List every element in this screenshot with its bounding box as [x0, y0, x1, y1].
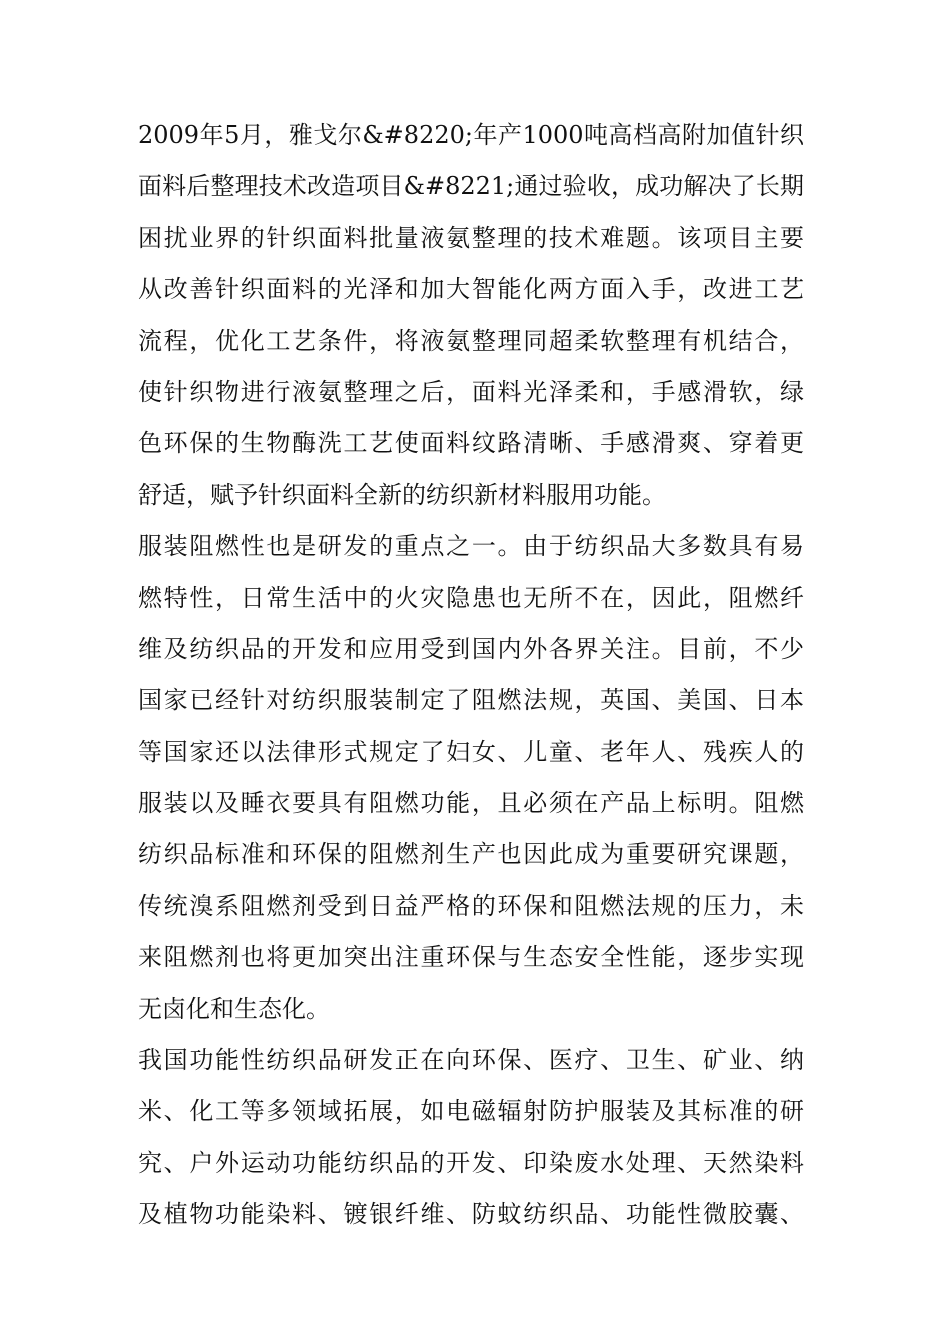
text-line: 及植物功能染料、镀银纤维、防蚊纺织品、功能性微胶囊、 [138, 1200, 804, 1229]
text-line: 2009年5月，雅戈尔&#8220;年产1000吨高档高附加值针织 [138, 121, 804, 149]
text-line: 来阻燃剂也将更加突出注重环保与生态安全性能，逐步实现 [138, 943, 804, 972]
paragraph [138, 521, 818, 1035]
text-line: 我国功能性纺织品研发正在向环保、医疗、卫生、矿业、纳 [138, 1046, 804, 1075]
text-line: 国家已经针对纺织服装制定了阻燃法规，英国、美国、日本 [138, 686, 804, 715]
text-line: 流程，优化工艺条件，将液氨整理同超柔软整理有机结合， [138, 326, 804, 355]
text-line: 无卤化和生态化。 [138, 994, 330, 1023]
text-line: 传统溴系阻燃剂受到日益严格的环保和阻燃法规的压力，未 [138, 891, 804, 920]
text-line: 维及纺织品的开发和应用受到国内外各界关注。目前，不少 [138, 634, 804, 663]
text-line: 等国家还以法律形式规定了妇女、儿童、老年人、残疾人的 [138, 737, 804, 766]
text-line: 困扰业界的针织面料批量液氨整理的技术难题。该项目主要 [138, 223, 804, 252]
text-line: 从改善针织面料的光泽和加大智能化两方面入手，改进工艺 [138, 275, 804, 304]
document-body [138, 110, 818, 1241]
text-line: 燃特性，日常生活中的火灾隐患也无所不在，因此，阻燃纤 [138, 583, 804, 612]
text-line: 究、户外运动功能纺织品的开发、印染废水处理、天然染料 [138, 1148, 804, 1177]
text-line: 舒适，赋予针织面料全新的纺织新材料服用功能。 [138, 480, 666, 509]
paragraph [138, 110, 818, 521]
text-line: 米、化工等多领域拓展，如电磁辐射防护服装及其标准的研 [138, 1097, 804, 1126]
paragraph [138, 1035, 818, 1241]
text-line: 服装以及睡衣要具有阻燃功能，且必须在产品上标明。阻燃 [138, 789, 804, 818]
text-line: 使针织物进行液氨整理之后，面料光泽柔和，手感滑软，绿 [138, 377, 804, 406]
text-line: 服装阻燃性也是研发的重点之一。由于纺织品大多数具有易 [138, 532, 804, 561]
text-line: 色环保的生物酶洗工艺使面料纹路清晰、手感滑爽、穿着更 [138, 429, 804, 458]
text-line: 面料后整理技术改造项目&#8221;通过验收，成功解决了长期 [138, 172, 804, 201]
text-line: 纺织品标准和环保的阻燃剂生产也因此成为重要研究课题， [138, 840, 804, 869]
